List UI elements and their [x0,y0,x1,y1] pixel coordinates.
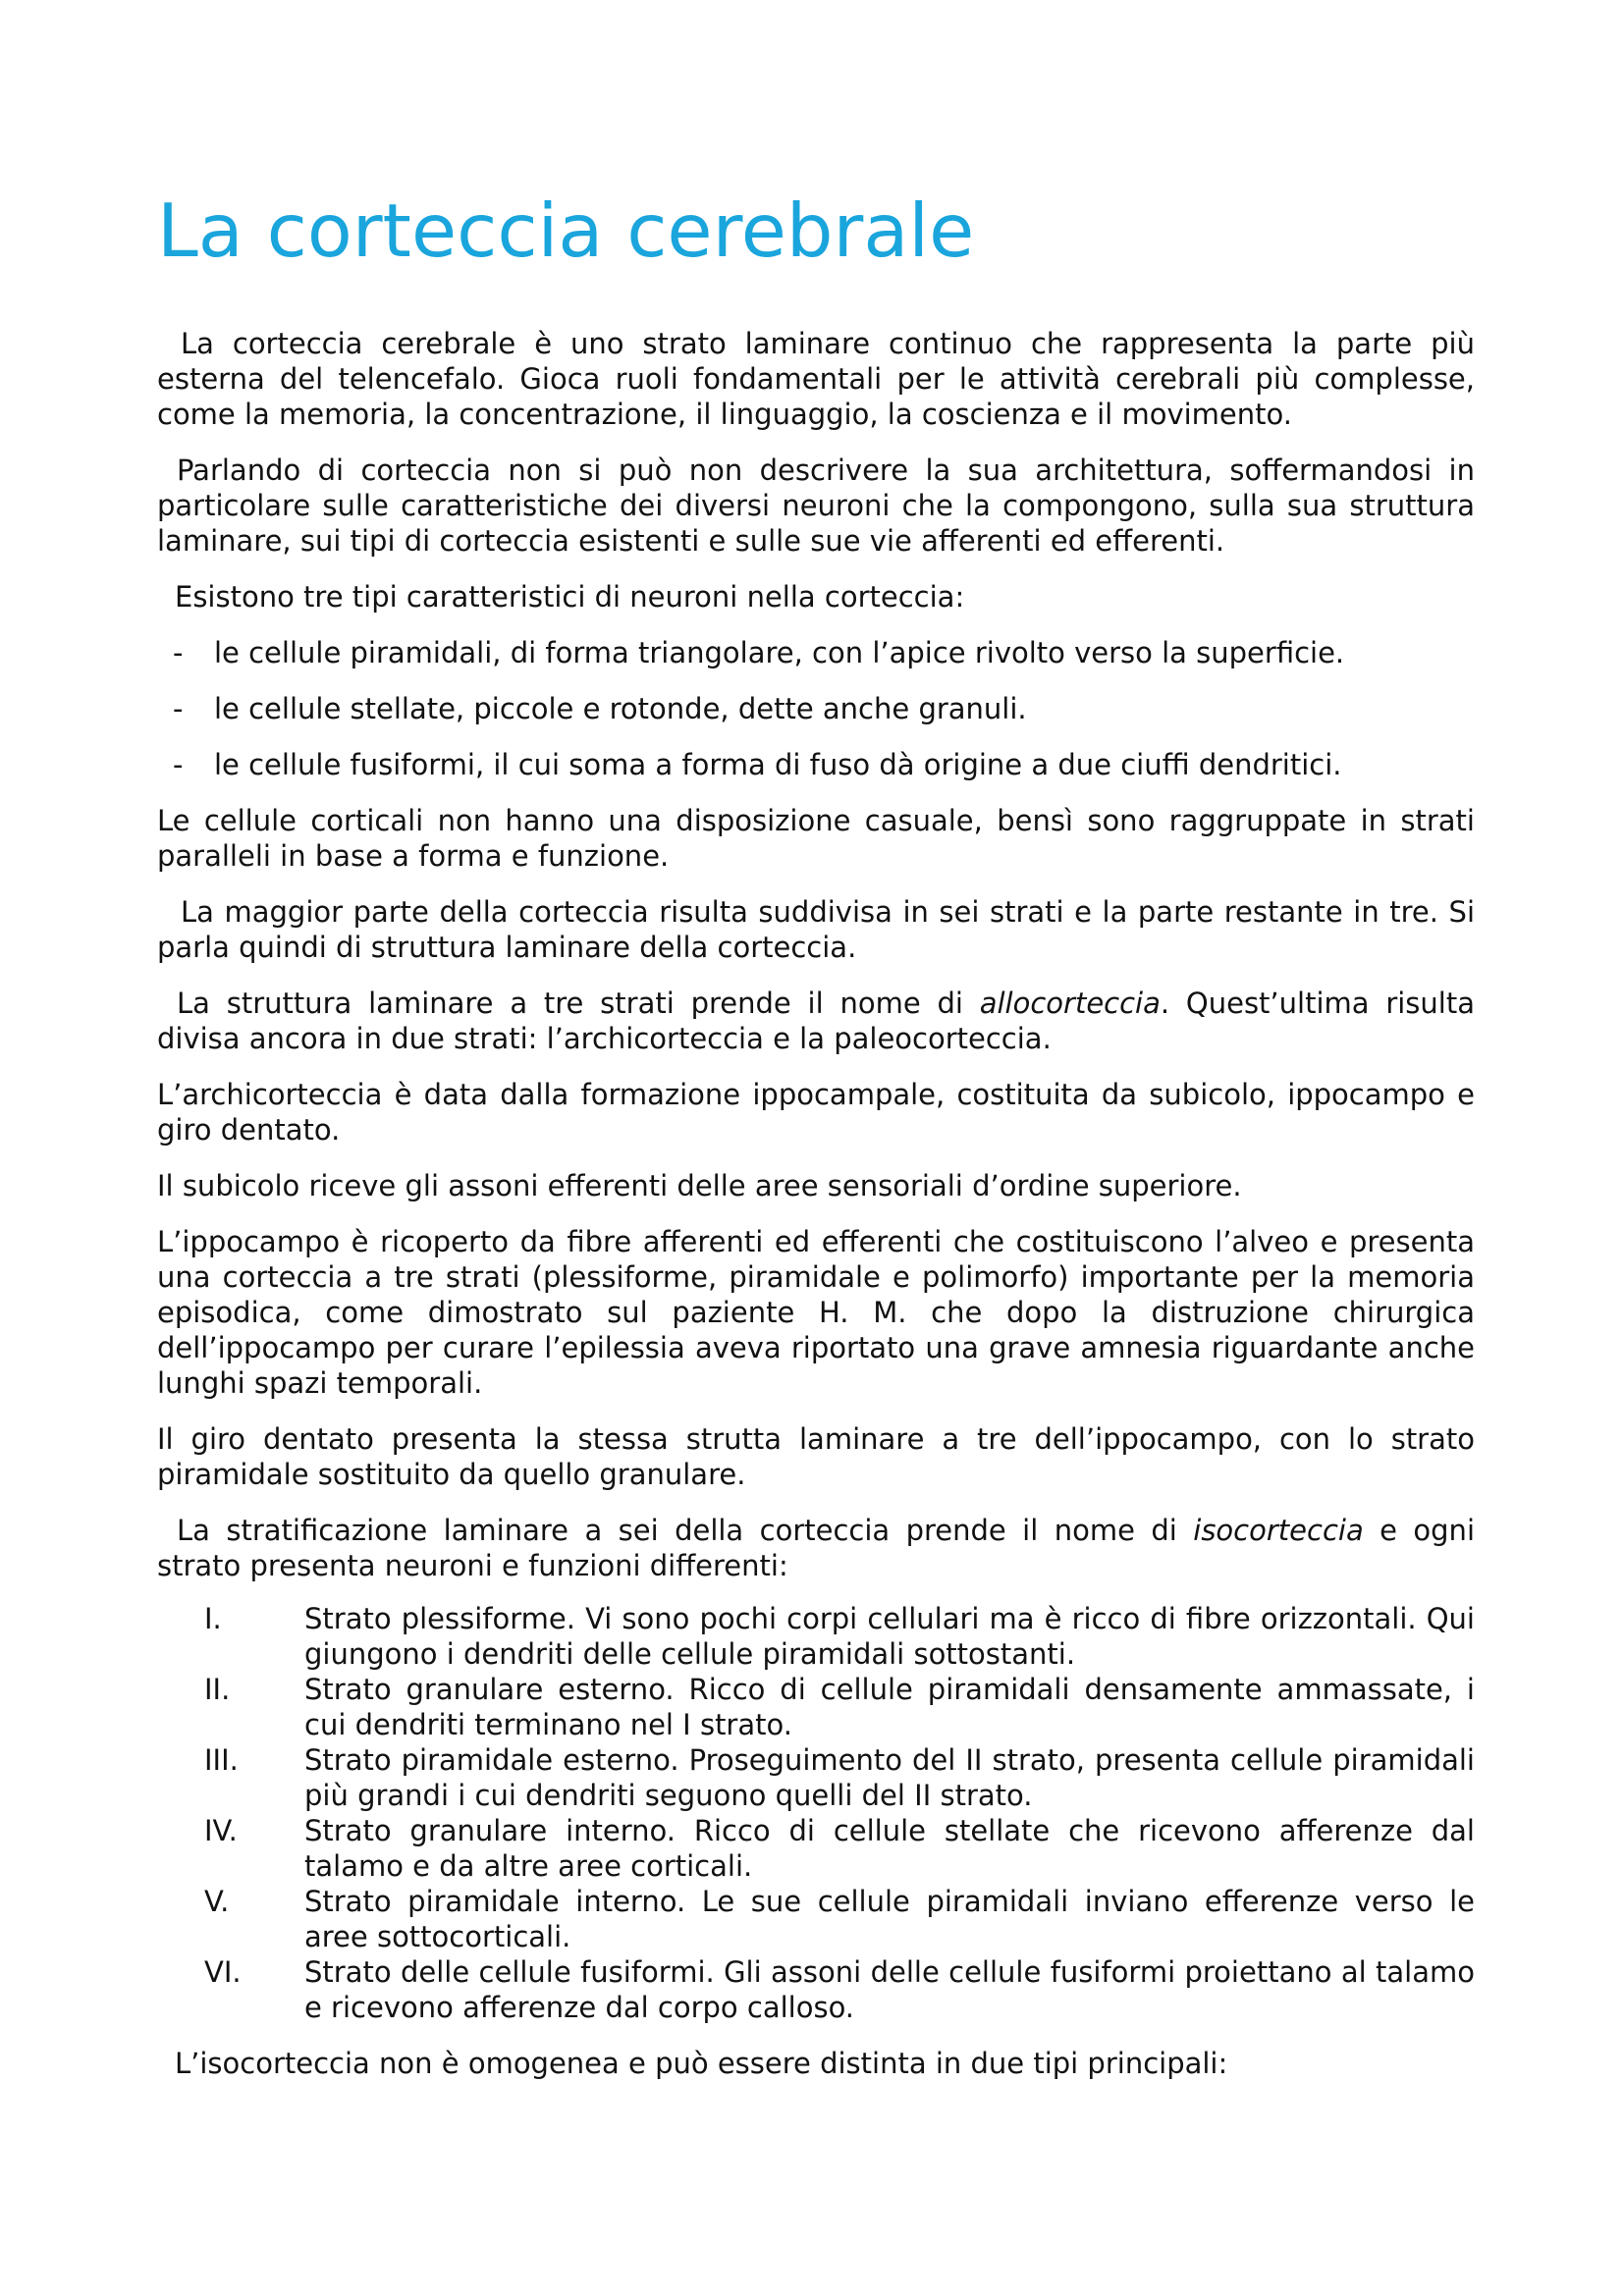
isocortex-text-before: La stratificazione laminare a sei della corteccia prende il nome di [177,1514,1194,1547]
paragraph-intro: La corteccia cerebrale è uno strato laminare continuo che rappresenta la parte più esterna del telencefalo. Gioca ruoli fondamentali per le attività cerebrali più complesse, come la memoria, la concentrazione, il linguaggio, la coscienza e il movimento. [157,327,1475,431]
list-item [157,1884,1475,1954]
paragraph-allocortex [157,986,1475,1056]
page-title: La corteccia cerebrale [157,187,975,274]
paragraph-laminar: La maggior parte della corteccia risulta suddivisa in sei strati e la parte restante in tre. Si parla quindi di struttura laminare della corteccia. [157,895,1475,964]
neuron-types-list [157,635,1475,782]
list-item [157,1742,1475,1813]
list-item [157,635,1475,670]
paragraph-dentate-gyrus: Il giro dentato presenta la stessa strutta laminare a tre dell’ippocampo, con lo strato piramidale sostituito da quello granulare. [157,1422,1475,1491]
cortical-layers-list [157,1601,1475,2025]
paragraph-closing: L’isocorteccia non è omogenea e può essere distinta in due tipi principali: [175,2047,1228,2080]
paragraph-archicortex: L’archicorteccia è data dalla formazione ippocampale, costituita da subicolo, ippocampo e giro dentato. [157,1078,1475,1147]
layer-text: Strato piramidale interno. Le sue cellule piramidali inviano efferenze verso le aree sottocorticali. [304,1885,1475,1953]
layer-text: Strato granulare esterno. Ricco di cellule piramidali densamente ammassate, i cui dendriti terminano nel I strato. [304,1673,1475,1741]
layer-text: Strato plessiforme. Vi sono pochi corpi cellulari ma è ricco di fibre orizzontali. Qui giungono i dendriti delle cellule piramidali sottostanti. [304,1602,1475,1671]
list-item [157,1601,1475,1672]
layer-text: Strato granulare interno. Ricco di cellule stellate che ricevono afferenze dal talamo e da altre aree corticali. [304,1814,1475,1883]
layer-number: I. [204,1602,222,1635]
list-item [157,747,1475,782]
paragraph-architecture: Parlando di corteccia non si può non descrivere la sua architettura, soffermandosi in particolare sulle caratteristiche dei diversi neuroni che la compongono, sulla sua struttura laminare, sui tipi di corteccia esistenti e sulle sue vie afferenti ed efferenti. [157,454,1475,558]
allocortex-term: allocorteccia [979,987,1161,1020]
list-item-text: le cellule stellate, piccole e rotonde, dette anche granuli. [214,692,1027,725]
paragraph-neuron-types-intro: Esistono tre tipi caratteristici di neuroni nella corteccia: [175,580,965,614]
paragraph-isocortex [157,1513,1475,1583]
layer-number: V. [204,1885,230,1918]
list-item [157,691,1475,726]
document-page [157,187,1475,2102]
paragraph-disposition: Le cellule corticali non hanno una disposizione casuale, bensì sono raggruppate in strati paralleli in base a forma e funzione. [157,804,1475,873]
layer-number: IV. [204,1814,238,1847]
paragraph-subiculum: Il subicolo riceve gli assoni efferenti delle aree sensoriali d’ordine superiore. [157,1169,1242,1202]
layer-text: Strato delle cellule fusiformi. Gli assoni delle cellule fusiformi proiettano al talamo e ricevono afferenze dal corpo calloso. [304,1955,1475,2024]
layer-number: II. [204,1673,231,1706]
list-dash: - [173,748,184,781]
isocortex-text-after: e ogni strato presenta neuroni e funzioni differenti: [157,1514,1475,1582]
list-item [157,1813,1475,1884]
layer-number: VI. [204,1955,242,1989]
layer-number: III. [204,1743,239,1777]
isocortex-term: isocorteccia [1193,1514,1364,1547]
list-dash: - [173,692,184,725]
layer-text: Strato piramidale esterno. Proseguimento del II strato, presenta cellule piramidali più grandi i cui dendriti seguono quelli del II strato. [304,1743,1475,1812]
list-item [157,1954,1475,2025]
list-dash: - [173,636,184,669]
allocortex-text-before: La struttura laminare a tre strati prende il nome di [177,987,980,1020]
list-item [157,1672,1475,1742]
document-body [157,326,1475,2081]
allocortex-text-after: . Quest’ultima risulta divisa ancora in due strati: l’archicorteccia e la paleocorteccia. [157,987,1475,1055]
list-item-text: le cellule fusiformi, il cui soma a forma di fuso dà origine a due ciuffi dendritici. [214,748,1342,781]
list-item-text: le cellule piramidali, di forma triangolare, con l’apice rivolto verso la superficie. [214,636,1345,669]
paragraph-hippocampus: L’ippocampo è ricoperto da fibre afferenti ed efferenti che costituiscono l’alveo e presenta una corteccia a tre strati (plessiforme, piramidale e polimorfo) importante per la memoria episodica, come dimostrato sul paziente H. M. che dopo la distruzione chirurgica dell’ippocampo per curare l’epilessia aveva riportato una grave amnesia riguardante anche lunghi spazi temporali. [157,1225,1475,1400]
